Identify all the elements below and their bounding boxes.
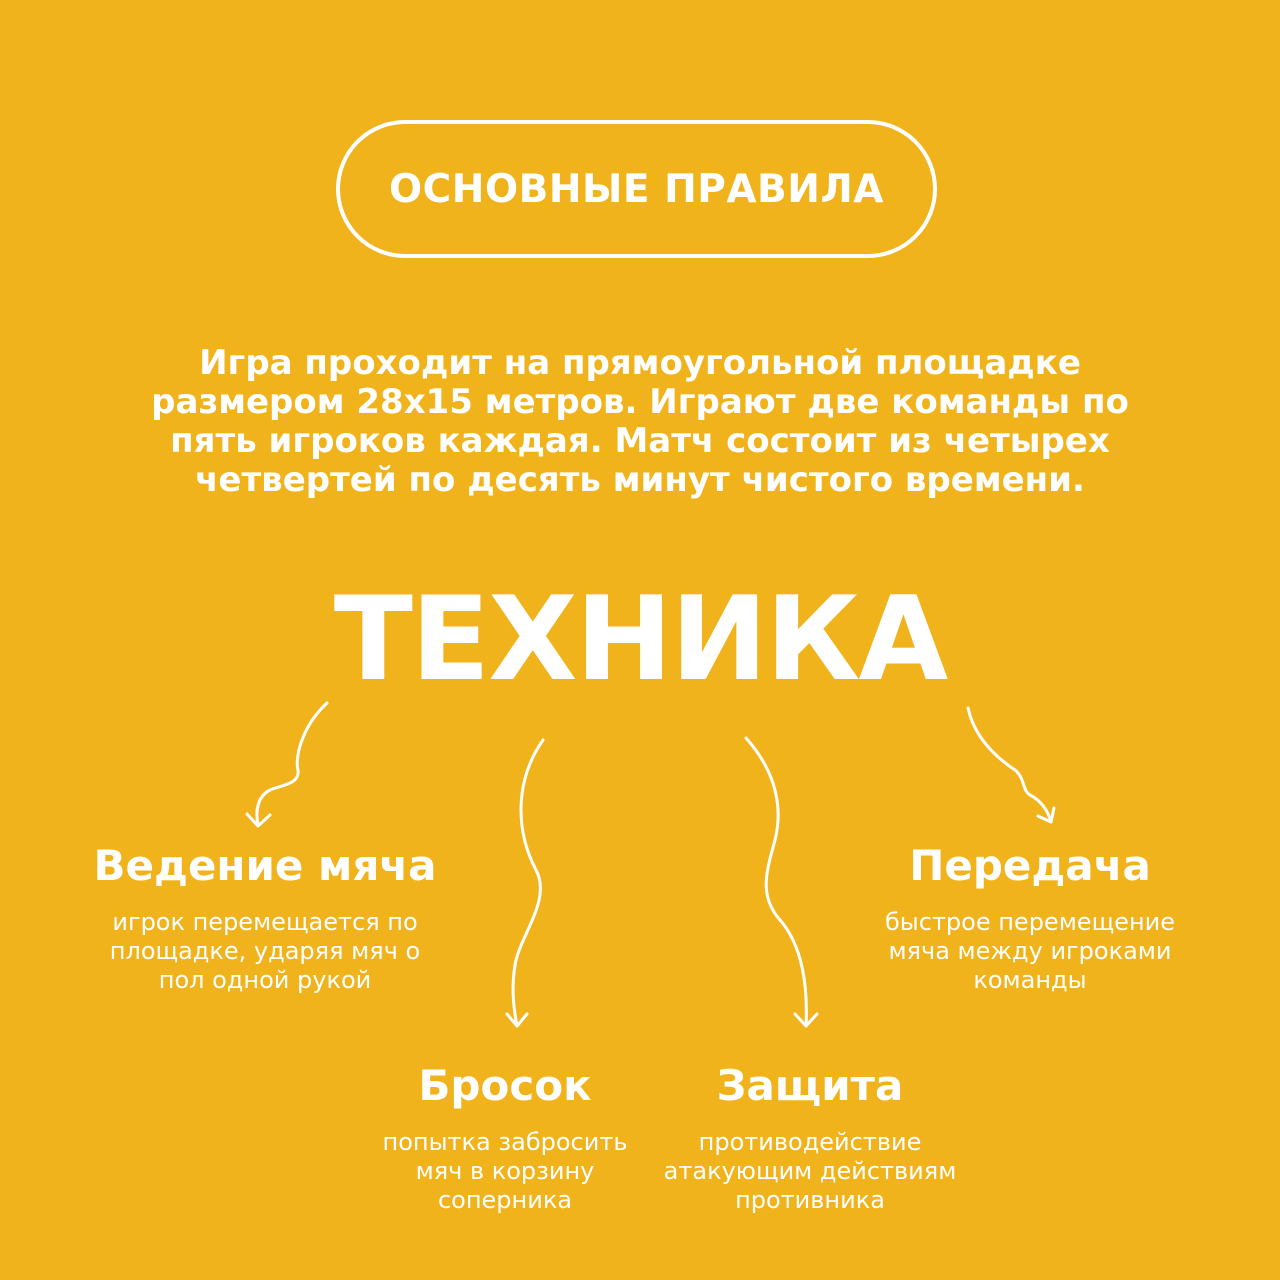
technique-dribbling-description: игрок перемещается по площадке, ударяя мяч о пол одной рукой <box>109 908 421 994</box>
technique-defense <box>640 1060 980 1215</box>
arrow-to-dribble-icon <box>247 703 327 826</box>
technique-title: ТЕХНИКА <box>333 572 947 707</box>
technique-shot <box>350 1060 660 1215</box>
technique-pass-title: Передача <box>909 841 1151 890</box>
technique-shot-title: Бросок <box>418 1061 592 1110</box>
technique-defense-title: Защита <box>716 1061 904 1110</box>
technique-dribbling-title: Ведение мяча <box>93 841 437 890</box>
technique-shot-description: попытка забросить мяч в корзину соперника <box>382 1128 628 1214</box>
intro-paragraph: Игра проходит на прямоугольной площадке размером 28х15 метров. Играют две команды по пять игроков каждая. Матч состоит из четырех четвертей по десять минут чистого времени. <box>151 343 1129 500</box>
technique-dribbling <box>60 840 470 995</box>
arrow-to-pass-icon <box>968 708 1054 822</box>
technique-pass-description: быстрое перемещение мяча между игроками команды <box>885 908 1175 994</box>
section-header-text: ОСНОВНЫЕ ПРАВИЛА <box>389 166 884 212</box>
technique-pass <box>830 840 1230 995</box>
arrow-to-defense-icon <box>746 738 817 1026</box>
technique-defense-description: противодействие атакующим действиям противника <box>663 1128 957 1214</box>
arrow-to-shot-icon <box>507 740 543 1026</box>
